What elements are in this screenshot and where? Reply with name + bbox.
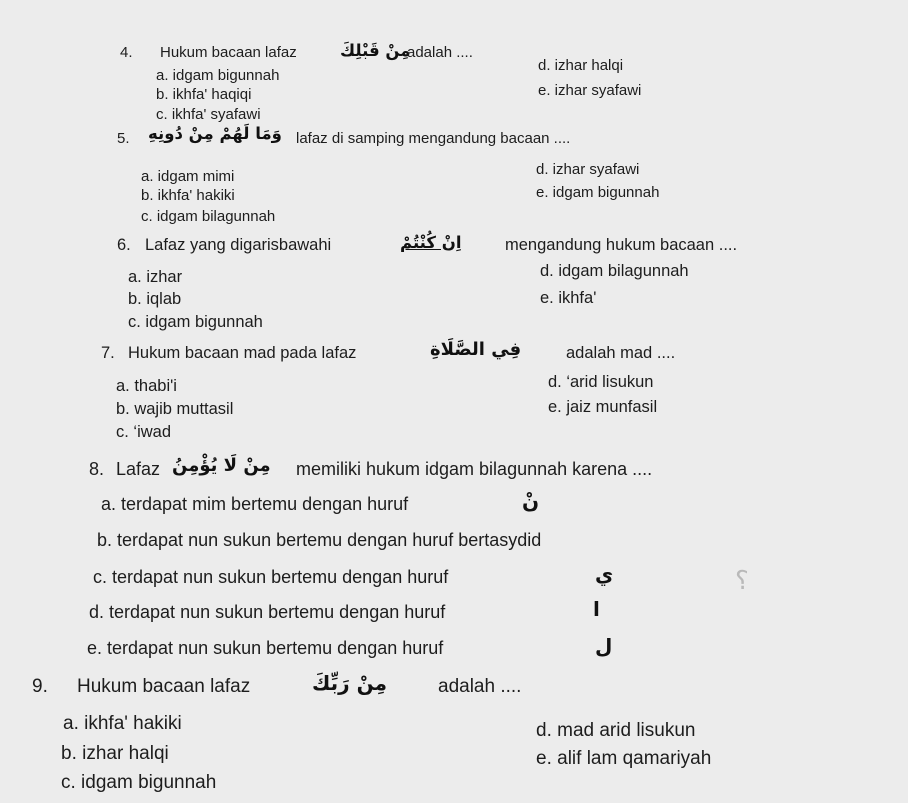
question-text-end: adalah .... — [438, 676, 522, 697]
option-c[interactable]: c. idgam bigunnah — [128, 313, 263, 331]
option-c[interactable]: c. ikhfa' syafawi — [156, 106, 261, 123]
option-c[interactable]: c. idgam bigunnah — [61, 772, 217, 793]
option-b[interactable]: b. wajib muttasil — [116, 400, 234, 418]
option-a[interactable]: a. terdapat mim bertemu dengan huruf — [101, 494, 409, 514]
option-b[interactable]: b. terdapat nun sukun bertemu dengan huruf bertasydid — [97, 530, 542, 550]
arabic-letter-alif: ا — [593, 597, 600, 621]
option-c[interactable]: c. idgam bilagunnah — [141, 208, 276, 225]
option-e[interactable]: e. terdapat nun sukun bertemu dengan huruf — [87, 638, 444, 658]
option-d[interactable]: d. izhar syafawi — [536, 161, 640, 178]
question-text-end: mengandung hukum bacaan .... — [505, 236, 738, 254]
question-text: Lafaz — [116, 459, 161, 479]
option-a[interactable]: a. ikhfa' hakiki — [63, 713, 182, 734]
option-d[interactable]: d. izhar halqi — [538, 57, 624, 74]
question-text-end: lafaz di samping mengandung bacaan .... — [296, 130, 571, 147]
option-b[interactable]: b. iqlab — [128, 290, 182, 308]
option-e[interactable]: e. izhar syafawi — [538, 82, 642, 99]
option-d[interactable]: d. ‘arid lisukun — [548, 373, 654, 391]
question-text: Hukum bacaan lafaz — [160, 44, 297, 61]
option-e[interactable]: e. alif lam qamariyah — [536, 748, 712, 769]
option-d[interactable]: d. terdapat nun sukun bertemu dengan huruf — [89, 602, 446, 622]
question-number: 5. — [117, 130, 130, 147]
option-d[interactable]: d. idgam bilagunnah — [540, 262, 689, 280]
question-text: Hukum bacaan lafaz — [77, 676, 251, 697]
option-e[interactable]: e. jaiz munfasil — [548, 398, 658, 416]
bleed-through-text: ⸮ — [735, 565, 749, 595]
option-c[interactable]: c. ‘iwad — [116, 423, 172, 441]
option-e[interactable]: e. ikhfa' — [540, 289, 597, 307]
question-text-end: adalah .... — [407, 44, 473, 61]
arabic-letter-lam: ل — [595, 634, 613, 658]
option-a[interactable]: a. idgam mimi — [141, 168, 235, 185]
arabic-letter-nun: نْ — [522, 489, 540, 513]
arabic-lafaz: مِنْ رَبِّكَ — [312, 671, 387, 695]
option-e[interactable]: e. idgam bigunnah — [536, 184, 660, 201]
question-number: 8. — [89, 459, 105, 479]
option-d[interactable]: d. mad arid lisukun — [536, 720, 696, 741]
option-a[interactable]: a. thabi'i — [116, 377, 177, 395]
arabic-lafaz: مِنْ لَا يُؤْمِنُ — [172, 455, 271, 476]
question-text-end: adalah mad .... — [566, 344, 676, 362]
option-b[interactable]: b. ikhfa' hakiki — [141, 187, 235, 204]
question-text: Hukum bacaan mad pada lafaz — [128, 344, 357, 362]
question-number: 6. — [117, 236, 131, 254]
question-number: 7. — [101, 344, 115, 362]
arabic-lafaz: فِي الصَّلَاةِ — [430, 339, 522, 360]
option-b[interactable]: b. ikhfa' haqiqi — [156, 86, 252, 103]
arabic-lafaz: وَمَا لَهُمْ مِنْ دُونِهِ — [148, 124, 282, 143]
option-a[interactable]: a. izhar — [128, 268, 183, 286]
option-a[interactable]: a. idgam bigunnah — [156, 67, 280, 84]
arabic-lafaz-underlined: اِنْ كُنْتُمْ — [400, 233, 462, 252]
question-text: Lafaz yang digarisbawahi — [145, 236, 332, 254]
option-b[interactable]: b. izhar halqi — [61, 743, 169, 764]
question-number: 4. — [120, 44, 133, 61]
option-c[interactable]: c. terdapat nun sukun bertemu dengan huruf — [93, 567, 449, 587]
arabic-lafaz: مِنْ قَبْلِكَ — [340, 41, 411, 60]
arabic-letter-ya: ي — [595, 562, 614, 586]
question-text-end: memiliki hukum idgam bilagunnah karena .... — [296, 459, 653, 479]
question-number: 9. — [32, 676, 48, 697]
